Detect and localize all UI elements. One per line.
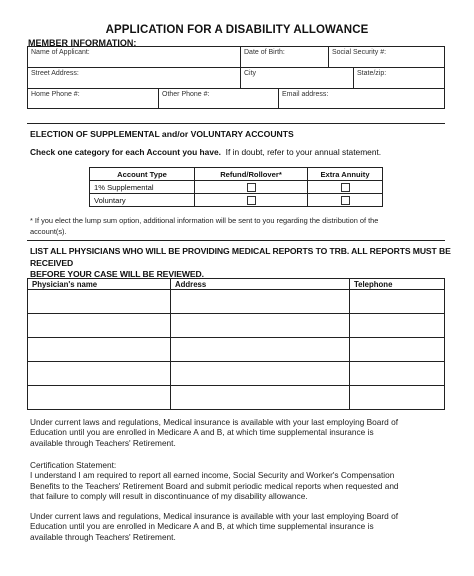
paragraph-line: Under current laws and regulations, Medical insurance is available with your last employing Board of (30, 511, 399, 521)
paragraph-line: Education until you are enrolled in Medicare A and B, at which time supplemental insurance is (30, 521, 374, 532)
physician-name-cell[interactable] (28, 362, 171, 386)
account-type-cell: Voluntary (90, 194, 195, 207)
account-type-cell: 1% Supplemental (90, 181, 195, 194)
home-phone-label: Home Phone #: (31, 91, 80, 98)
account-type-header: Account Type (90, 168, 195, 181)
supplemental-refund-checkbox[interactable] (247, 183, 256, 192)
physicians-heading-line: LIST ALL PHYSICIANS WHO WILL BE PROVIDING MEDICAL REPORTS TO TRB. ALL REPORTS MUST BE RECEIVED (30, 246, 451, 268)
ssn-label: Social Security #: (332, 49, 387, 56)
table-row (28, 290, 445, 314)
physician-name-header: Physician's name (28, 279, 171, 290)
home-phone-field[interactable] (28, 89, 158, 108)
paragraph-line: available through Teachers' Retirement. (30, 437, 176, 448)
name-field[interactable] (28, 47, 240, 67)
check-instruction-rest: If in doubt, refer to your annual statement. (225, 147, 382, 157)
check-instruction (30, 147, 381, 157)
physicians-heading-line: BEFORE YOUR CASE WILL BE REVIEWED. (30, 269, 204, 279)
account-table-header (90, 168, 383, 181)
extra-annuity-header: Extra Annuity (308, 168, 383, 181)
annuity-cell (308, 181, 383, 194)
table-row (28, 386, 445, 410)
address-cell[interactable] (171, 386, 350, 410)
account-table (89, 167, 383, 207)
other-phone-field[interactable] (158, 89, 278, 108)
certification-label: Certification Statement: (30, 460, 117, 470)
physicians-heading (30, 246, 470, 281)
city-field[interactable] (240, 68, 353, 88)
paragraph-line: Education until you are enrolled in Medicare A and B, at which time supplemental insurance is (30, 427, 374, 438)
address-cell[interactable] (171, 290, 350, 314)
street-field[interactable] (28, 68, 240, 88)
physician-name-cell[interactable] (28, 338, 171, 362)
name-label: Name of Applicant: (31, 49, 90, 56)
dob-label: Date of Birth: (244, 49, 285, 56)
ssn-field[interactable] (328, 47, 446, 67)
paragraph-line: Benefits to the Teachers' Retirement Board and submit periodic medical reports when requested and (30, 480, 399, 491)
city-label: City (244, 70, 257, 77)
state-zip-label: State/zip: (357, 70, 387, 77)
telephone-cell[interactable] (350, 290, 445, 314)
lump-sum-note (30, 216, 460, 237)
member-info-label: MEMBER INFORMATION: (28, 38, 137, 48)
paragraph-line: that failure to comply will result in discontinuance of my disability allowance. (30, 491, 308, 502)
member-info-box (27, 46, 445, 109)
physician-name-cell[interactable] (28, 386, 171, 410)
annuity-cell (308, 194, 383, 207)
email-field[interactable] (278, 89, 446, 108)
physician-name-cell[interactable] (28, 290, 171, 314)
table-row (28, 338, 445, 362)
street-label: Street Address: (31, 70, 79, 77)
telephone-cell[interactable] (350, 386, 445, 410)
voluntary-annuity-checkbox[interactable] (341, 196, 350, 205)
physician-name-cell[interactable] (28, 314, 171, 338)
physicians-table (27, 278, 445, 410)
account-row-supplemental (90, 181, 383, 194)
insurance-paragraph (30, 417, 450, 448)
refund-cell (195, 194, 308, 207)
address-header: Address (171, 279, 350, 290)
email-label: Email address: (282, 91, 329, 98)
telephone-header: Telephone (350, 279, 445, 290)
paragraph-line: I understand I am required to report all earned income, Social Security and Worker's Compensation (30, 470, 395, 481)
telephone-cell[interactable] (350, 314, 445, 338)
lump-sum-note-line: account(s). (30, 226, 67, 236)
table-row (28, 362, 445, 386)
state-zip-field[interactable] (353, 68, 446, 88)
insurance-paragraph-2 (30, 511, 450, 542)
divider-1 (27, 123, 445, 124)
address-cell[interactable] (171, 362, 350, 386)
other-phone-label: Other Phone #: (162, 91, 210, 98)
supplemental-annuity-checkbox[interactable] (341, 183, 350, 192)
address-cell[interactable] (171, 314, 350, 338)
supplemental-heading: ELECTION OF SUPPLEMENTAL and/or VOLUNTARY ACCOUNTS (30, 129, 294, 139)
check-instruction-bold: Check one category for each Account you have. (30, 147, 221, 157)
refund-rollover-header: Refund/Rollover* (195, 168, 308, 181)
divider-2 (27, 240, 445, 241)
account-row-voluntary (90, 194, 383, 207)
table-row (28, 314, 445, 338)
physicians-table-header (28, 279, 445, 290)
address-cell[interactable] (171, 338, 350, 362)
refund-cell (195, 181, 308, 194)
dob-field[interactable] (240, 47, 328, 67)
telephone-cell[interactable] (350, 362, 445, 386)
paragraph-line: available through Teachers' Retirement. (30, 531, 176, 542)
certification-statement (30, 460, 450, 502)
lump-sum-note-line: * If you elect the lump sum option, additional information will be sent to you regarding the distribution of the (30, 216, 379, 225)
form-title: APPLICATION FOR A DISABILITY ALLOWANCE (105, 24, 369, 36)
voluntary-refund-checkbox[interactable] (247, 196, 256, 205)
paragraph-line: Under current laws and regulations, Medical insurance is available with your last employing Board of (30, 417, 399, 427)
telephone-cell[interactable] (350, 338, 445, 362)
